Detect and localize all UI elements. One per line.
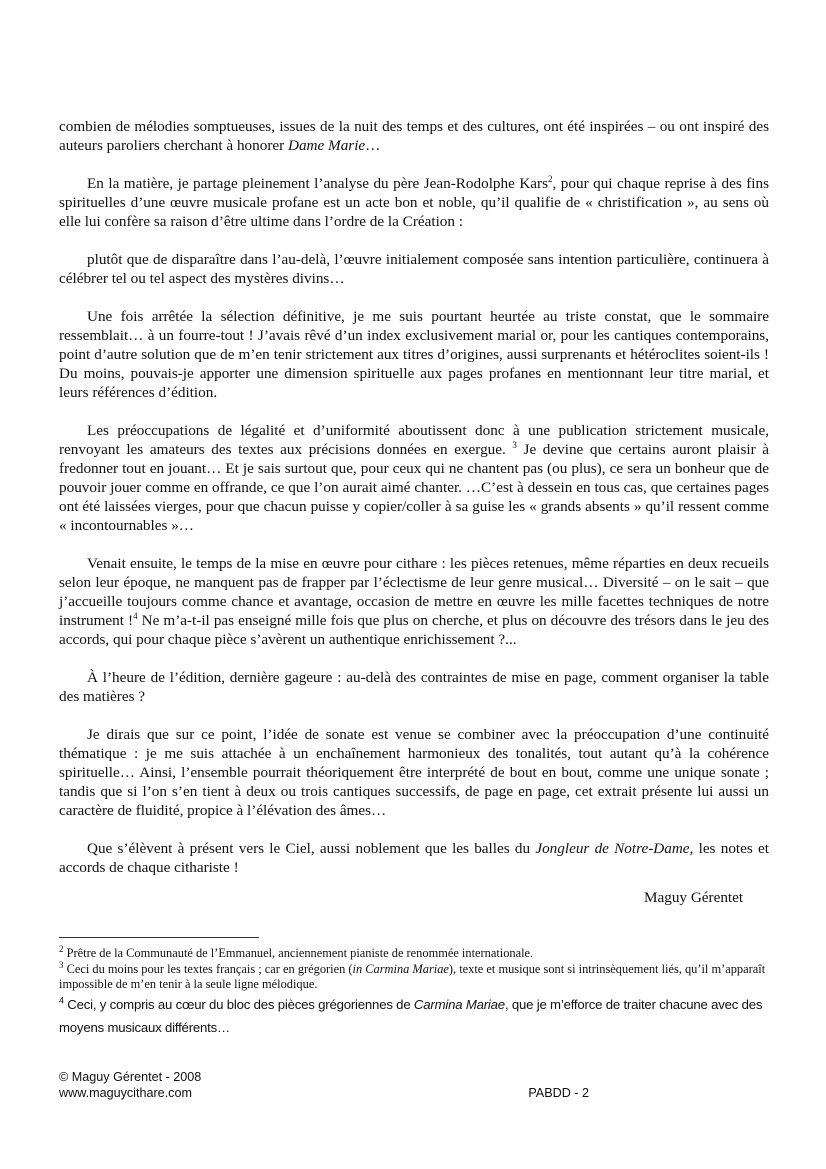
website-link[interactable]: www.maguycithare.com (59, 1086, 192, 1100)
paragraph-kars (59, 174, 769, 231)
footnotes (59, 943, 771, 1039)
copyright: © Maguy Gérentet - 2008 (59, 1070, 202, 1084)
paragraph-closing (59, 839, 769, 877)
text-run: … (365, 137, 381, 154)
footnote-2 (59, 943, 771, 962)
footnote-text: Ceci du moins pour les textes français ; car en grégorien ( (66, 961, 353, 976)
paragraph-legality (59, 421, 769, 535)
text-run: Je devine que certains auront plaisir à fredonner tout en jouant… Et je sais surtout que, pour ceux qui ne chantent pas (ou plus), ce sera un bonheur que de pouvoir jouer comme en offrande, ce que l’on aurait aimé chanter. …C’est à dessein en tous cas, que certaines pages ont été laissées vierges, pour que chacun puisse y copier/coller à sa guise les « grands absents » qu’il ressent comme « incontournables »… (59, 441, 770, 534)
document-body (59, 117, 769, 896)
footnote-number: 4 (59, 995, 64, 1006)
text-run: Les préoccupations de légalité et d’uniformité aboutissent donc à une publication strictement musicale, renvoyant les amateurs des textes aux précisions données en exergue. (59, 422, 769, 458)
author-signature: Maguy Gérentet (644, 889, 744, 906)
page-number: PABDD - 2 (528, 1086, 589, 1100)
emphasis-jongleur: Jongleur de Notre-Dame (535, 840, 690, 857)
paragraph-cithare (59, 554, 769, 649)
paragraph-selection: Une fois arrêtée la sélection définitive, je me suis pourtant heurtée au triste constat, que le sommaire ressemblait… à un fourre-tout ! J’avais rêvé d’un index exclusivement marial or, pour les cantiques contemporains, point d’autre solution que de m’en tenir strictement aux titres d’origines, aussi surprenants et hétéroclites soient-ils ! Du moins, pouvais-je apporter une dimension spirituelle aux pages profanes en mentionnant leur titre marial, et leurs références d’édition. (59, 308, 769, 401)
footnote-ref-2[interactable]: 2 (548, 173, 553, 184)
emphasis-dame-marie: Dame Marie (287, 137, 366, 154)
footnote-4 (59, 993, 771, 1039)
paragraph-continuation (59, 117, 769, 155)
paragraph-sonate: Je dirais que sur ce point, l’idée de sonate est venue se combiner avec la préoccupation d’une continuité thématique : je me suis attachée à un enchaînement harmonieux des tonalités, tout autant qu’à la cohérence spirituelle… Ainsi, l’ensemble pourrait théoriquement être interprété de bout en bout, comme une unique sonate ; tandis que si l’on s’en tient à deux ou trois cantiques successifs, de page en page, cet extrait présente lui aussi un caractère de fluidité, propice à l’élévation des âmes… (59, 726, 769, 819)
text-run: combien de mélodies somptueuses, issues de la nuit des temps et des cultures, ont été inspirées – ou ont inspiré des auteurs paroliers cherchant à honorer (59, 118, 769, 154)
footnote-ref-3[interactable]: 3 (512, 439, 517, 450)
footnote-number: 2 (59, 943, 64, 954)
text-run: Ne m’a-t-il pas enseigné mille fois que plus on cherche, et plus on découvre des trésors dans le jeu des accords, qui pour chaque pièce s’avèrent un authentique enrichissement ?... (59, 612, 769, 648)
footnote-text: ), texte et musique sont si intrinsèquement liés, qu’il m’apparaît impossible de m’en tenir à la seule ligne mélodique. (59, 961, 766, 991)
text-run: , les notes et accords de chaque cithariste ! (59, 840, 770, 876)
paragraph-edition: À l’heure de l’édition, dernière gageure : au-delà des contraintes de mise en page, comment organiser la table des matières ? (59, 669, 769, 705)
emphasis-carmina: in Carmina Mariae (352, 961, 449, 976)
text-run: Que s’élèvent à présent vers le Ciel, aussi noblement que les balles du (87, 840, 536, 857)
text-run: En la matière, je partage pleinement l’analyse du père Jean-Rodolphe Kars (87, 175, 549, 192)
footnote-separator (59, 937, 259, 938)
footnote-3 (59, 959, 771, 993)
paragraph-quote: plutôt que de disparaître dans l’au-delà, l’œuvre initialement composée sans intention particulière, continuera à célébrer tel ou tel aspect des mystères divins… (59, 251, 769, 287)
footnote-number: 3 (59, 959, 64, 970)
footnote-text: , que je m’efforce de traiter chacune avec des moyens musicaux différents… (59, 996, 763, 1035)
footnote-text: Ceci, y compris au cœur du bloc des pièces grégoriennes de (67, 996, 414, 1012)
page-footer (59, 1069, 619, 1101)
footnote-ref-4[interactable]: 4 (133, 610, 138, 621)
footnote-text: Prêtre de la Communauté de l’Emmanuel, anciennement pianiste de renommée internationale. (66, 946, 534, 960)
text-run: , pour qui chaque reprise à des fins spirituelles d’une œuvre musicale profane est un acte bon et noble, qu’il qualifie de « christification », au sens où elle lui confère sa raison d’être ultime dans l’ordre de la Création : (59, 175, 770, 230)
emphasis-carmina: Carmina Mariae (413, 996, 505, 1012)
text-run: Venait ensuite, le temps de la mise en œuvre pour cithare : les pièces retenues, même réparties en deux recueils selon leur époque, ne manquent pas de frapper par l’éclectisme de leur genre musical… Diversité – on le sait – que j’accueille toujours comme chance et avantage, occasion de mettre en œuvre les mille facettes techniques de notre instrument ! (59, 555, 769, 629)
